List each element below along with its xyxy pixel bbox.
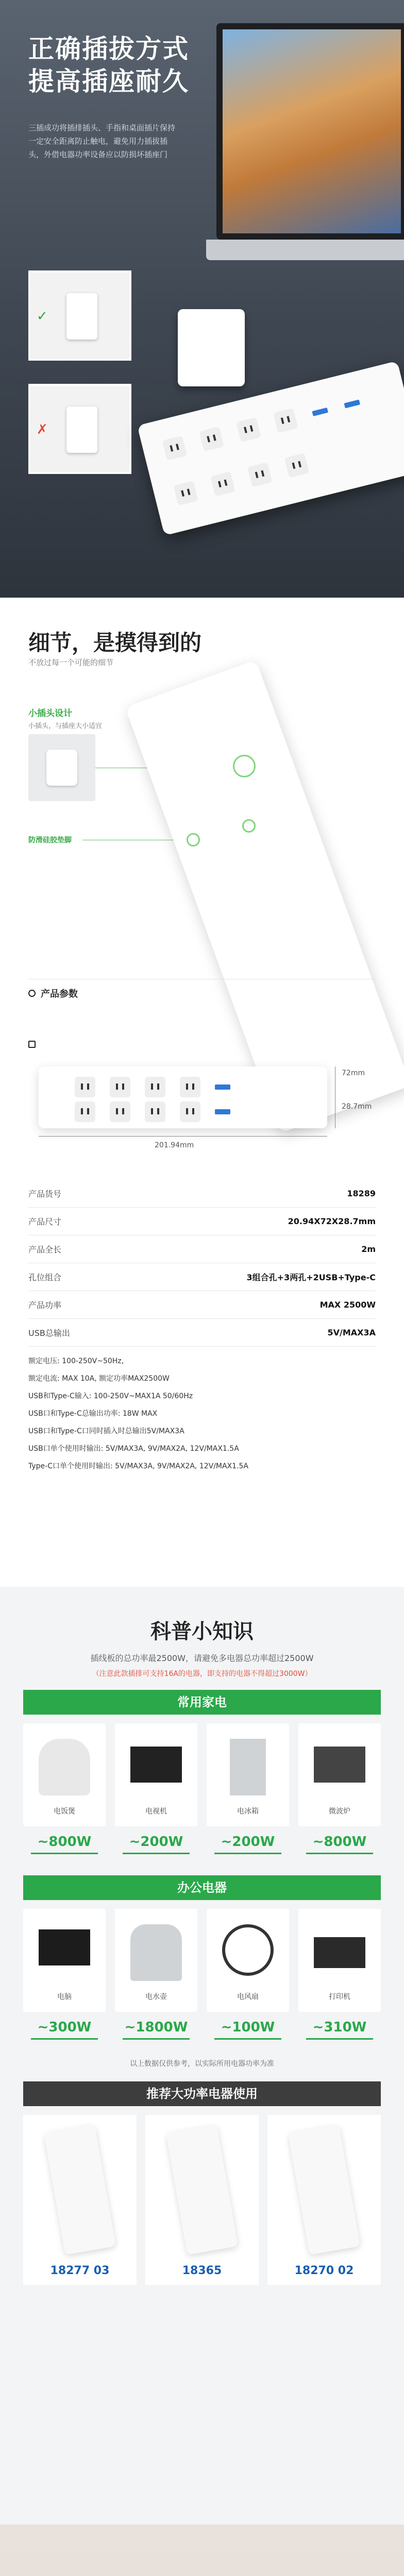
socket-icon	[247, 462, 272, 487]
depth-label: 28.7mm	[342, 1103, 372, 1111]
recommend-card	[267, 2115, 381, 2285]
socket-row	[75, 1077, 230, 1097]
watt-value: ~200W	[115, 1834, 197, 1854]
appliance-card	[207, 1909, 289, 2012]
socket-icon	[75, 1077, 95, 1097]
socket-icon	[199, 427, 224, 451]
home-appliances-band: 常用家电	[23, 1690, 381, 1715]
appliance-label: 电风扇	[237, 1993, 259, 2001]
office-watt-row	[23, 2020, 381, 2040]
spec-key: USB总输出	[28, 1328, 70, 1338]
spec-note: USB口和Type-C口同时插入时总输出5V/MAX3A	[28, 1427, 184, 1435]
spec-key: 产品全长	[28, 1245, 62, 1255]
detail-subtitle: 不放过每一个可能的细节	[28, 658, 114, 667]
socket-icon	[273, 408, 298, 433]
spec-table	[28, 1180, 376, 1347]
usb-port-icon	[312, 408, 328, 416]
appliance-card	[207, 1723, 289, 1826]
spec-note: USB口单个使用时输出: 5V/MAX3A, 9V/MAX2A, 12V/MAX1.5A	[28, 1445, 239, 1453]
hero-title-line1: 正确插拔方式	[28, 34, 189, 64]
home-appliance-cards	[23, 1723, 381, 1826]
appliance-label: 电水壶	[145, 1993, 167, 2001]
spec-value: 2m	[361, 1244, 376, 1254]
spec-key: 产品尺寸	[28, 1217, 62, 1227]
power-strip-image	[166, 2124, 238, 2255]
socket-icon	[173, 481, 198, 505]
width-dimension-line	[39, 1136, 327, 1137]
foot-pad-ring	[187, 833, 200, 846]
plug-image	[46, 750, 77, 786]
appliance-label: 打印机	[329, 1993, 350, 2001]
spec-value: 3组合孔+3两孔+2USB+Type-C	[246, 1273, 376, 1282]
appliance-label: 电视机	[145, 1807, 167, 1816]
usb-port-icon	[215, 1109, 230, 1114]
width-label: 201.94mm	[155, 1141, 194, 1149]
recommend-band: 推荐大功率电器使用	[23, 2081, 381, 2106]
socket-icon	[162, 436, 187, 461]
spec-row	[28, 1180, 376, 1208]
socket-icon	[110, 1101, 130, 1122]
plug-image	[66, 406, 97, 453]
kettle-icon	[130, 1924, 182, 1981]
knowledge-title: 科普小知识	[150, 1620, 254, 1643]
socket-icon	[75, 1101, 95, 1122]
laptop-base	[206, 240, 404, 260]
socket-icon	[210, 471, 235, 496]
spec-note: USB和Type-C输入: 100-250V~MAX1A 50/60Hz	[28, 1392, 193, 1400]
fridge-icon	[230, 1739, 266, 1795]
microwave-icon	[314, 1747, 365, 1783]
power-strip-diagram	[39, 1066, 327, 1128]
appliance-label: 电饭煲	[54, 1807, 75, 1816]
small-plug-closeup	[28, 734, 95, 801]
home-watt-row	[23, 1834, 381, 1854]
model-number: 18277 03	[50, 2264, 110, 2277]
socket-icon	[145, 1101, 165, 1122]
params-heading-text: 产品参数	[41, 989, 78, 999]
appliance-card	[115, 1909, 197, 2012]
cross-icon: ✗	[37, 422, 48, 437]
spec-note: 额定电压: 100-250V~50Hz，	[28, 1357, 129, 1365]
office-appliances-band: 办公电器	[23, 1875, 381, 1900]
height-label: 72mm	[342, 1069, 365, 1077]
hero-section	[0, 0, 404, 598]
socket-row	[75, 1101, 230, 1122]
appliance-card	[23, 1723, 106, 1826]
laptop-image	[206, 23, 404, 265]
spec-note: 额定电流: MAX 10A, 额定功率MAX2500W	[28, 1375, 170, 1383]
feature-antislip-label: 防滑硅胶垫脚	[28, 836, 72, 844]
appliance-card	[23, 1909, 106, 2012]
model-number: 18270 02	[294, 2264, 354, 2277]
socket-icon	[180, 1077, 200, 1097]
spec-value: MAX 2500W	[319, 1300, 376, 1310]
spec-row	[28, 1319, 376, 1347]
plug-image	[66, 293, 97, 340]
spec-row	[28, 1291, 376, 1319]
laptop-screen	[216, 23, 404, 240]
socket-row	[173, 453, 309, 505]
spec-key: 孔位组合	[28, 1273, 62, 1282]
socket-icon	[145, 1077, 165, 1097]
spec-value: 20.94X72X28.7mm	[288, 1216, 376, 1226]
spec-key: 产品功率	[28, 1300, 62, 1310]
certification-section	[0, 2524, 404, 2576]
spec-row	[28, 1235, 376, 1263]
watt-value: ~300W	[23, 2020, 106, 2040]
appliance-label: 电脑	[57, 1993, 72, 2001]
spec-note: Type-C口单个使用时输出: 5V/MAX3A, 9V/MAX2A, 12V/MAX1.5A	[28, 1462, 249, 1470]
rice-cooker-icon	[39, 1739, 90, 1795]
office-appliance-cards	[23, 1909, 381, 2012]
computer-icon	[39, 1929, 90, 1965]
check-icon: ✓	[37, 309, 48, 324]
diagram-icon	[28, 1041, 36, 1048]
feature-small-plug-label: 小插头设计	[28, 708, 72, 719]
knowledge-note: （注意此款插排可支持16A的电器，即支持的电器不得超过3000W）	[92, 1670, 312, 1678]
watt-value: ~800W	[298, 1834, 381, 1854]
knowledge-desc: 插线板的总功率最2500W，请避免多电器总功率超过2500W	[90, 1653, 314, 1663]
watt-value: ~100W	[207, 2020, 289, 2040]
appliance-label: 电冰箱	[237, 1807, 259, 1816]
detail-title: 细节，是摸得到的	[28, 630, 202, 655]
feature-small-plug-sub: 小插头，与插座大小适宜	[28, 722, 103, 730]
socket-icon	[110, 1077, 130, 1097]
knowledge-section	[0, 1587, 404, 2524]
spec-key: 产品货号	[28, 1189, 62, 1199]
circle-bullet-icon	[28, 990, 36, 997]
power-strip-image	[288, 2124, 360, 2255]
recommend-card	[23, 2115, 137, 2285]
usb-port-icon	[344, 400, 361, 409]
params-heading	[28, 987, 78, 1000]
power-strip-image	[44, 2124, 116, 2255]
spec-row	[28, 1208, 376, 1235]
highlight-ring	[233, 755, 256, 777]
spec-note: USB口和Type-C总输出功率: 18W MAX	[28, 1410, 158, 1418]
power-strip-image	[137, 361, 404, 535]
socket-icon	[180, 1101, 200, 1122]
dimension-diagram	[28, 1041, 376, 1159]
wrong-plug-thumbnail	[28, 384, 131, 474]
correct-plug-thumbnail	[28, 270, 131, 361]
charger-adapter-image	[178, 309, 245, 386]
appliance-label: 微波炉	[329, 1807, 350, 1816]
printer-icon	[314, 1937, 365, 1968]
recommend-card	[145, 2115, 259, 2285]
appliance-card	[298, 1723, 381, 1826]
data-disclaimer: 以上数据仅供参考，以实际所用电器功率为准	[130, 2060, 274, 2068]
spec-notes	[28, 1352, 376, 1475]
watt-value: ~200W	[207, 1834, 289, 1854]
socket-icon	[284, 453, 309, 478]
watt-value: ~800W	[23, 1834, 106, 1854]
fan-icon	[222, 1924, 274, 1976]
appliance-card	[115, 1723, 197, 1826]
spec-value: 18289	[347, 1189, 376, 1198]
hero-title-line2: 提高插座耐久	[28, 66, 189, 96]
recommend-cards	[23, 2115, 381, 2285]
spec-row	[28, 1263, 376, 1291]
watt-value: ~310W	[298, 2020, 381, 2040]
socket-icon	[236, 417, 261, 442]
usb-port-icon	[215, 1084, 230, 1090]
tv-icon	[130, 1747, 182, 1783]
watt-value: ~1800W	[115, 2020, 197, 2040]
spec-value: 5V/MAX3A	[327, 1328, 376, 1337]
socket-row	[162, 392, 362, 461]
model-number: 18365	[182, 2264, 222, 2277]
foot-pad-ring	[242, 819, 256, 833]
hero-description: 三插成功将插排插头、手指和桌面插片保持一定安全距离防止触电，避免用力插拔插头，外借电器功率设备应以防损坏插座门	[28, 123, 176, 159]
appliance-card	[298, 1909, 381, 2012]
